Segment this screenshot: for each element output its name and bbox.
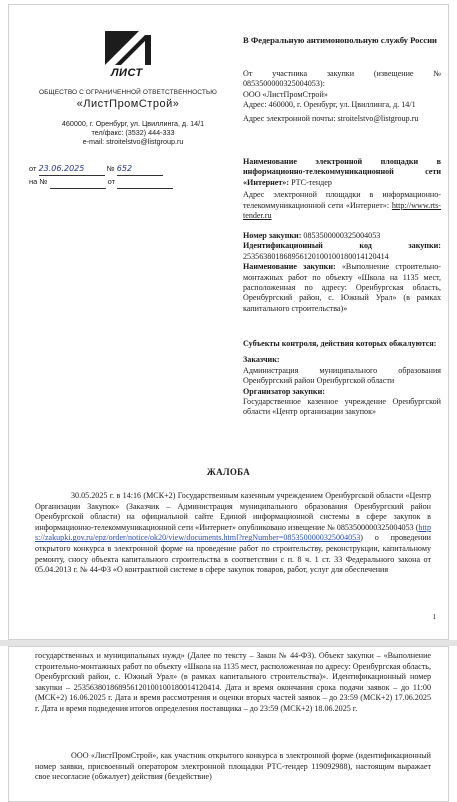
out-prefix: от (29, 164, 37, 173)
org-name: «ЛистПромСтрой» (76, 98, 180, 110)
outgoing-number-block (29, 163, 173, 189)
document-title: ЖАЛОБА (206, 467, 251, 477)
purchase-id: 253563801868956120100100180014120414 (243, 251, 389, 261)
platform-address-link[interactable]: http://www.rts-tender.ru (243, 200, 441, 221)
sender-block (243, 69, 441, 124)
org-legal-form: ОБЩЕСТВО С ОГРАНИЧЕННОЙ ОТВЕТСТВЕННОСТЬЮ (39, 89, 217, 96)
out-date-handwritten: 23.06.2025 (39, 163, 105, 176)
complaint-paragraph-3: ООО «ЛистПромСтрой», как участник открытого конкурса в электронной форме (идентификационный номер заявки, присвоенный оператором электронной площадки РТС-тендер 119092988), настоящим выражает свое несогласие (обжалует) действия (бездействие) (35, 751, 431, 782)
complaint-paragraph-1 (35, 491, 431, 576)
customer-value: Администрация муниципального образования Оренбургский район Оренбургской области (243, 365, 441, 386)
sender-line-4: Адрес электронной почты: stroitelstvo@listgroup.ru (243, 113, 419, 123)
purchase-id-label: Идентификационный код закупки: (243, 241, 441, 251)
org-phone: тел/факс: (3532) 444-333 (91, 128, 175, 137)
platform-heading: Наименование электронной площадки в информационно-телекоммуникационной сети «Интернет»: (243, 157, 441, 187)
purchase-number: 0853500000325004053 (301, 231, 381, 240)
org-address: 460000, г. Оренбург, ул. Цвиллинга, д. 14/1 (61, 119, 205, 128)
in-date-blank (117, 176, 173, 189)
zakupki-notice-link[interactable]: https://zakupki.gov.ru/epz/order/notice/ok20/view/documents.html?regNumber=0853500000325004053 (35, 522, 431, 543)
recipient: В Федеральную антимонопольную службу России (243, 35, 437, 45)
sender-line-3: Адрес: 460000, г. Оренбург, ул. Цвиллинга, д. 14/1 (243, 100, 416, 110)
in-prefix: на № (29, 177, 48, 186)
in-number-blank (50, 176, 106, 189)
page-number: 1 (432, 613, 436, 621)
complaint-paragraph-2: государственных и муниципальных нужд» (Далее по тексту – Закон № 44-ФЗ). Объект закупки – «Выполнение строительно-монтажных работ по объекту «Школа на 1135 мест, расположенная по адресу: Оренбургская область, Оренбургский район, с. Южный Урал» (в рамках капитального строительства)». Идентификационный номер закупки – 253563801868956120100100180014120414. Дата и время окончания срока подачи заявок – до 11:00 (МСК+2) 16.06.2025 г. Дата и время рассмотрения и оценки вторых частей заявок – до 23:59 (МСК+2) 17.06.2025 г. Дата и время подведения итогов определения поставщика – до 23:59 (МСК+2) 18.06.2025 г. (35, 651, 431, 713)
org-contacts (23, 119, 243, 146)
purchase-block (243, 231, 441, 314)
organizer-value: Государственное казенное учреждение Оренбургской области «Центр организации закупок» (243, 397, 441, 417)
paragraph-1-text-a: 30.05.2025 г. в 14:16 (МСК+2) Государственным казенным учреждением Оренбургской области «Центр Организации Закупок» (Заказчик – Администрация муниципального образования Оренбургский район Оренбургской области) на официальной сайте Единой информационной системы в сфере закупок в информационно-телекоммуникационной сети «Интернет» опубликовано извещение № 0853500000325004053 ( (35, 491, 431, 532)
sender-line-2: ООО «ЛистПромСтрой» (243, 89, 328, 99)
platform-address-label: Адрес электронной площадки в информационно-телекоммуникационной сети «Интернет»: (243, 190, 441, 210)
subjects-block (243, 339, 441, 418)
purchase-name: «Выполнение строительно-монтажных работ по объекту «Школа на 1135 мест, расположенная по адресу: Оренбургская область, Оренбургский район, с. Южный Урал» (в рамках капитального строительства)» (243, 262, 441, 313)
purchase-name-label: Наименование закупки: (243, 262, 336, 272)
logo-wordmark: ЛИСТ (111, 67, 143, 79)
org-email: e-mail: stroitelstvo@listgroup.ru (82, 137, 184, 146)
paragraph-1-text-b: ) о проведении открытого конкурса в электронной форме на проведение работ по строительству, реконструкции, капитальному ремонту, сносу объекта капитального строительства в соответствии с п. 8 ч. 1 ст. 33 Федерального закона от 05.04.2013 г. № 44-ФЗ «О контрактной системе в сфере закупок товаров, работ, услуг для обеспечения (35, 533, 431, 575)
out-number-handwritten: 652 (117, 163, 163, 176)
subjects-heading: Субъекты контроля, действия которых обжалуются: (243, 339, 437, 348)
out-no-label: № (106, 164, 115, 173)
in-from-label: от (107, 177, 116, 186)
platform-block (243, 157, 441, 221)
platform-name: РТС-тендер (289, 177, 332, 187)
document-page-1 (8, 4, 449, 640)
organizer-label: Организатор закупки: (243, 386, 325, 396)
document-page-2 (8, 646, 449, 802)
purchase-number-label: Номер закупки: (243, 231, 302, 240)
customer-label: Заказчик: (243, 355, 280, 365)
sender-line-1: От участника закупки (извещение № 0853500000325004053): (243, 69, 441, 89)
